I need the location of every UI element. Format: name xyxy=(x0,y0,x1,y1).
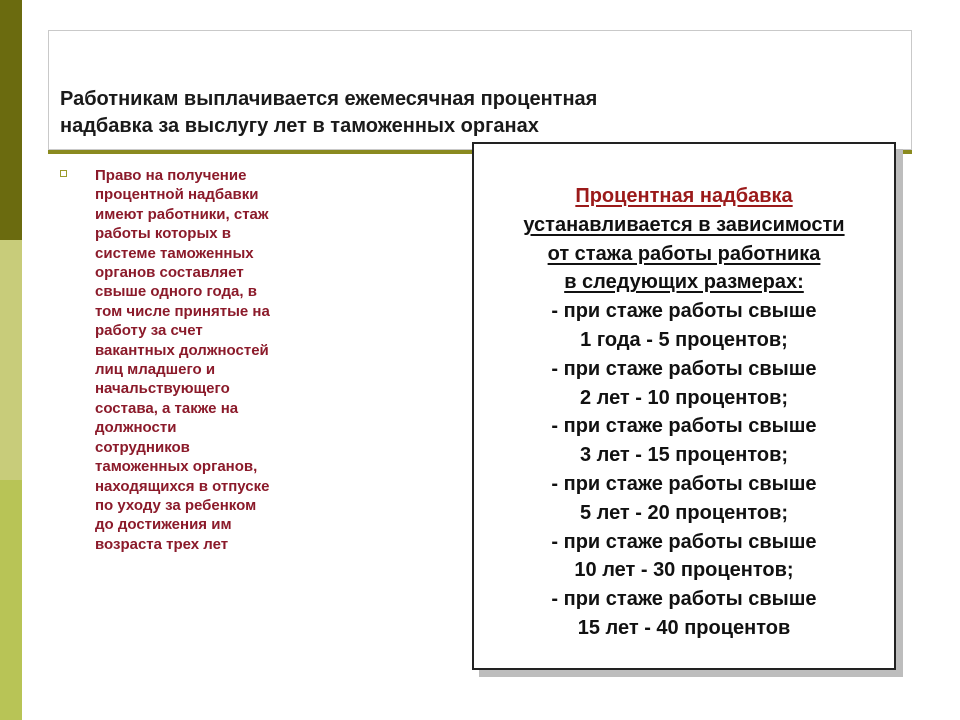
box-heading-line: устанавливается в зависимости xyxy=(523,213,845,236)
bullet-line: состава, а также на xyxy=(95,399,239,417)
bullet-line: Право на получение xyxy=(95,167,247,184)
box-item-line: 1 года - 5 процентов; xyxy=(580,328,788,351)
bullet-line: том числе принятые на xyxy=(95,302,270,320)
bullet-line: начальствующего xyxy=(95,380,230,398)
bullet-line: возраста трех лет xyxy=(95,535,229,553)
side-divider xyxy=(22,0,24,720)
slide-title xyxy=(60,86,820,140)
bullet-line: сотрудников xyxy=(95,438,190,456)
bullet-line: по уходу за ребенком xyxy=(95,496,257,514)
box-item-line: - при стаже работы свыше xyxy=(551,530,817,553)
box-heading-line: от стажа работы работника xyxy=(547,242,821,265)
bullet-line: органов составляет xyxy=(95,264,244,282)
box-item-line: 2 лет - 10 процентов; xyxy=(579,386,789,409)
bullet-line: работы которых в xyxy=(95,225,231,243)
bullet-line: имеют работники, стаж xyxy=(95,205,269,223)
box-item-line: - при стаже работы свыше xyxy=(551,357,817,380)
bullet-square-icon xyxy=(60,170,67,177)
box-item-line: 15 лет - 40 процентов xyxy=(577,616,791,639)
bullet-line: лиц младшего и xyxy=(95,361,216,379)
box-item-line: 5 лет - 20 процентов; xyxy=(579,501,789,524)
percentage-info-box xyxy=(472,142,896,670)
bullet-line: свыше одного года, в xyxy=(95,283,257,301)
bullet-paragraph xyxy=(95,166,325,554)
bullet-line: таможенных органов, xyxy=(95,458,258,476)
side-stripe-bottom xyxy=(0,480,22,720)
box-heading-title: Процентная надбавка xyxy=(575,185,793,207)
box-heading-line: в следующих размерах: xyxy=(564,271,804,294)
side-stripe-top xyxy=(0,0,22,240)
box-item-line: 10 лет - 30 процентов; xyxy=(574,559,794,582)
bullet-line: вакантных должностей xyxy=(95,341,269,359)
box-item-line: - при стаже работы свыше xyxy=(551,588,817,611)
percentage-info-text xyxy=(474,182,894,643)
bullet-line: до достижения им xyxy=(95,516,232,534)
box-item-line: 3 лет - 15 процентов; xyxy=(579,444,789,467)
title-line-2: надбавка за выслугу лет в таможенных органах xyxy=(60,115,539,137)
side-stripe-middle xyxy=(0,240,22,480)
bullet-line: работу за счет xyxy=(95,322,203,340)
box-item-line: - при стаже работы свыше xyxy=(551,415,817,438)
bullet-line: находящихся в отпуске xyxy=(95,477,270,495)
box-item-line: - при стаже работы свыше xyxy=(551,472,817,495)
box-item-line: - при стаже работы свыше xyxy=(551,300,817,323)
bullet-line: системе таможенных xyxy=(95,244,254,262)
bullet-line: должности xyxy=(95,419,177,437)
title-line-1: Работникам выплачивается ежемесячная процентная xyxy=(60,88,598,110)
bullet-line: процентной надбавки xyxy=(95,186,259,204)
